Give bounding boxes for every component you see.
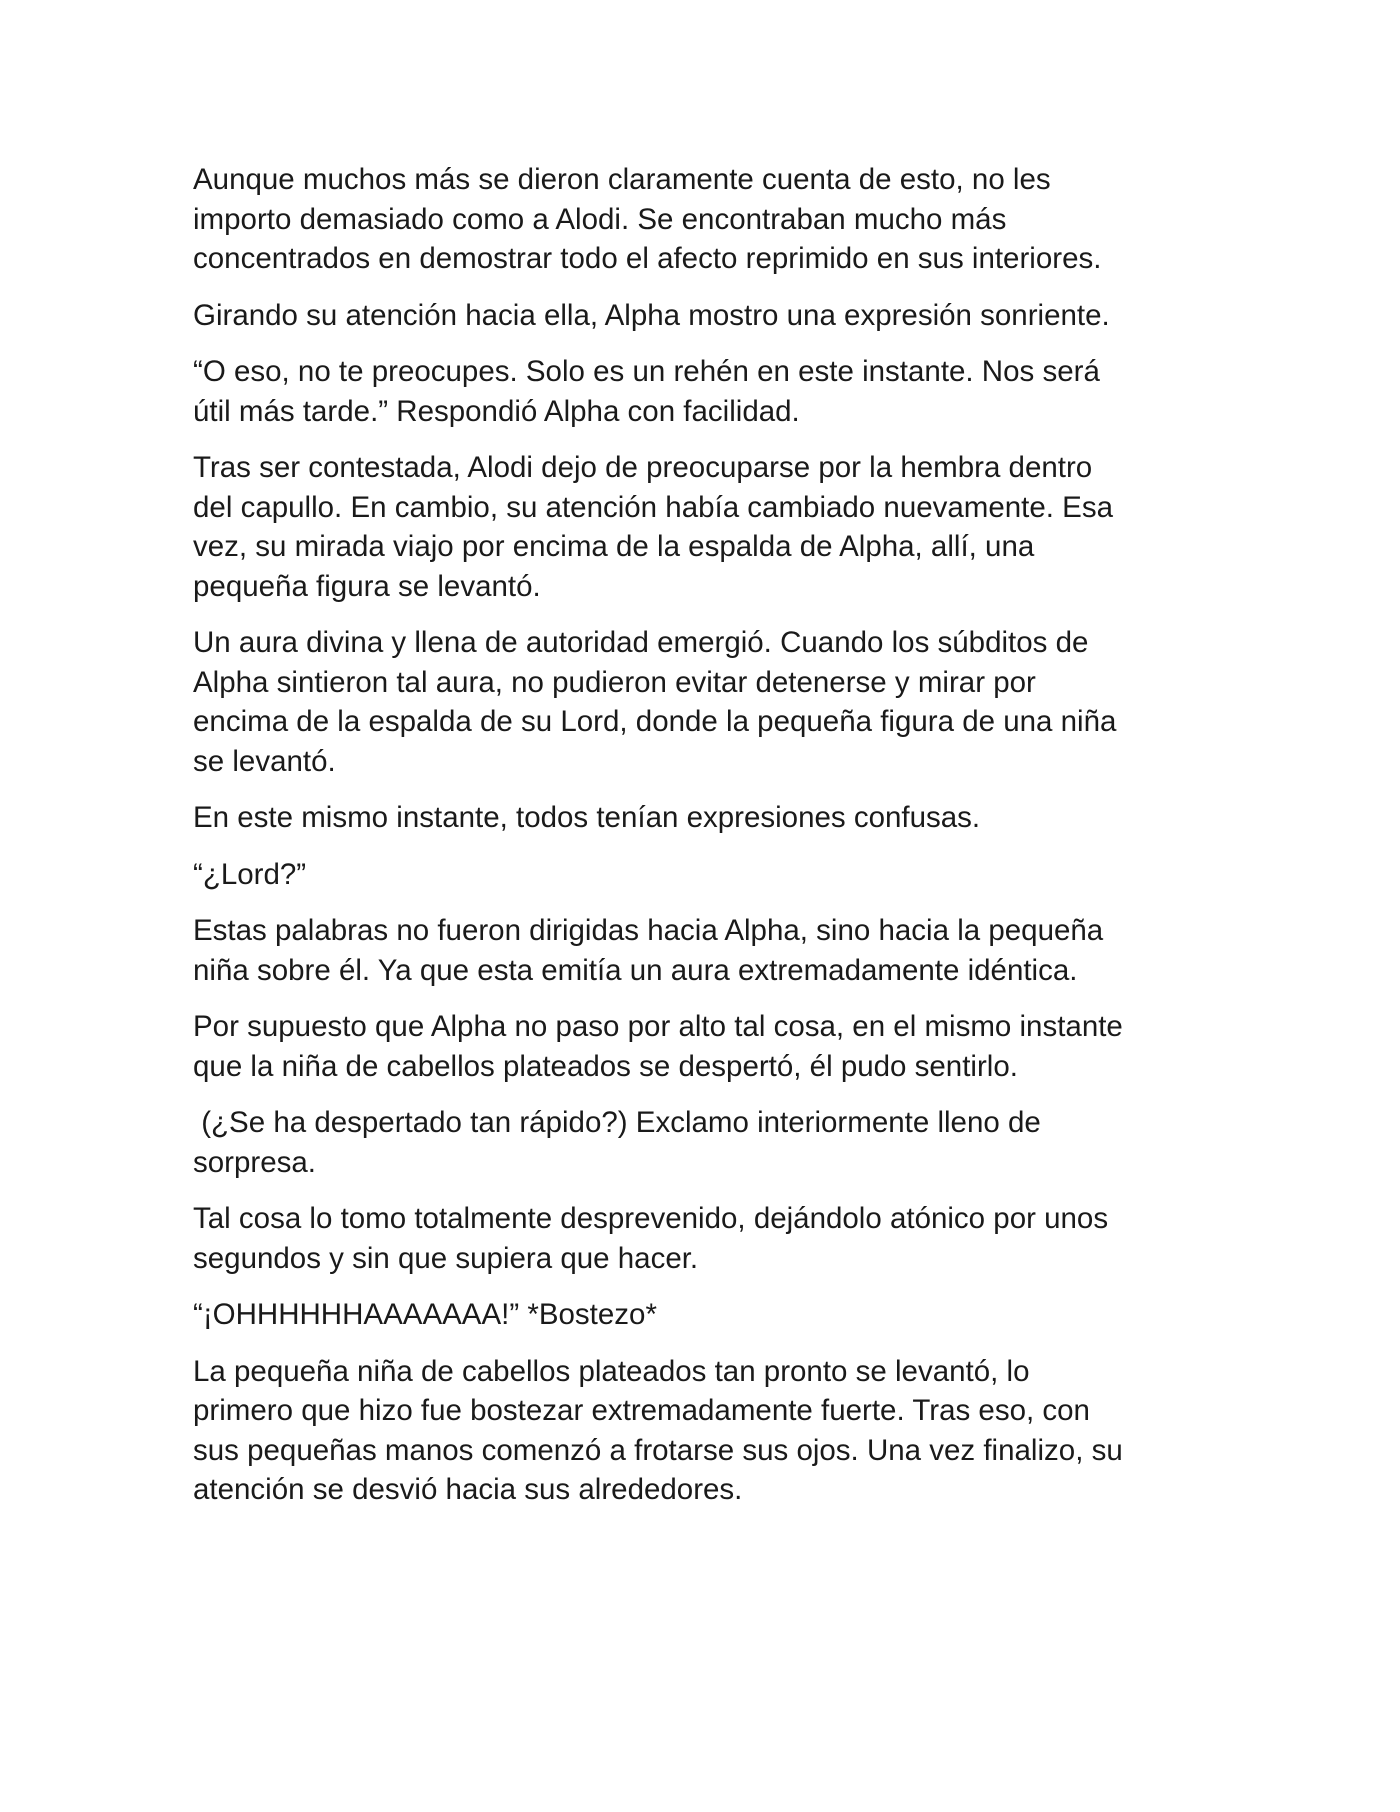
text-line: que la niña de cabellos plateados se despertó, él pudo sentirlo. xyxy=(193,1049,1018,1083)
text-line: sus pequeñas manos comenzó a frotarse sus ojos. Una vez finalizo, su xyxy=(193,1433,1123,1467)
paragraph-2 xyxy=(193,296,1233,336)
text-line: sorpresa. xyxy=(193,1145,316,1179)
text-line: se levantó. xyxy=(193,744,336,778)
paragraph-11 xyxy=(193,1199,1233,1278)
text-line: segundos y sin que supiera que hacer. xyxy=(193,1241,699,1275)
text-line: En este mismo instante, todos tenían expresiones confusas. xyxy=(193,801,981,834)
text-line: pequeña figura se levantó. xyxy=(193,569,541,603)
text-line: (¿Se ha despertado tan rápido?) Exclamo interiormente lleno de xyxy=(193,1106,1041,1139)
paragraph-6 xyxy=(193,798,1233,838)
paragraph-9 xyxy=(193,1007,1233,1086)
paragraph-10 xyxy=(193,1103,1233,1182)
text-line: útil más tarde.” Respondió Alpha con facilidad. xyxy=(193,394,800,428)
text-line: vez, su mirada viajo por encima de la espalda de Alpha, allí, una xyxy=(193,530,1035,563)
document-body xyxy=(193,160,1233,1527)
text-line: “¡OHHHHHHAAAAAAA!” *Bostezo* xyxy=(193,1298,657,1331)
paragraph-4 xyxy=(193,448,1233,606)
text-line: concentrados en demostrar todo el afecto reprimido en sus interiores. xyxy=(193,242,1102,275)
text-line: del capullo. En cambio, su atención había cambiado nuevamente. Esa xyxy=(193,490,1114,524)
text-line: niña sobre él. Ya que esta emitía un aura extremadamente idéntica. xyxy=(193,953,1078,987)
text-line: La pequeña niña de cabellos plateados tan pronto se levantó, lo xyxy=(193,1354,1030,1388)
paragraph-7 xyxy=(193,855,1233,895)
text-line: Tras ser contestada, Alodi dejo de preocuparse por la hembra dentro xyxy=(193,451,1093,484)
text-line: encima de la espalda de su Lord, donde la pequeña figura de una niña xyxy=(193,705,1117,738)
text-line: primero que hizo fue bostezar extremadamente fuerte. Tras eso, con xyxy=(193,1394,1090,1427)
text-line: atención se desvió hacia sus alrededores. xyxy=(193,1473,743,1506)
text-line: Aunque muchos más se dieron claramente cuenta de esto, no les xyxy=(193,163,1051,196)
text-line: Alpha sintieron tal aura, no pudieron evitar detenerse y mirar por xyxy=(193,665,1036,699)
text-line: importo demasiado como a Alodi. Se encontraban mucho más xyxy=(193,202,1007,236)
text-line: Tal cosa lo tomo totalmente desprevenido, dejándolo atónico por unos xyxy=(193,1202,1109,1235)
paragraph-13 xyxy=(193,1352,1233,1510)
text-line: Un aura divina y llena de autoridad emergió. Cuando los súbditos de xyxy=(193,626,1089,659)
text-line: “O eso, no te preocupes. Solo es un rehén en este instante. Nos será xyxy=(193,355,1100,388)
paragraph-1 xyxy=(193,160,1233,279)
paragraph-3 xyxy=(193,352,1233,431)
text-line: Por supuesto que Alpha no paso por alto tal cosa, en el mismo instante xyxy=(193,1010,1123,1043)
text-line: “¿Lord?” xyxy=(193,857,307,891)
text-line: Estas palabras no fueron dirigidas hacia Alpha, sino hacia la pequeña xyxy=(193,914,1104,947)
paragraph-12 xyxy=(193,1295,1233,1335)
paragraph-8 xyxy=(193,911,1233,990)
text-line: Girando su atención hacia ella, Alpha mostro una expresión sonriente. xyxy=(193,298,1110,332)
paragraph-5 xyxy=(193,623,1233,781)
